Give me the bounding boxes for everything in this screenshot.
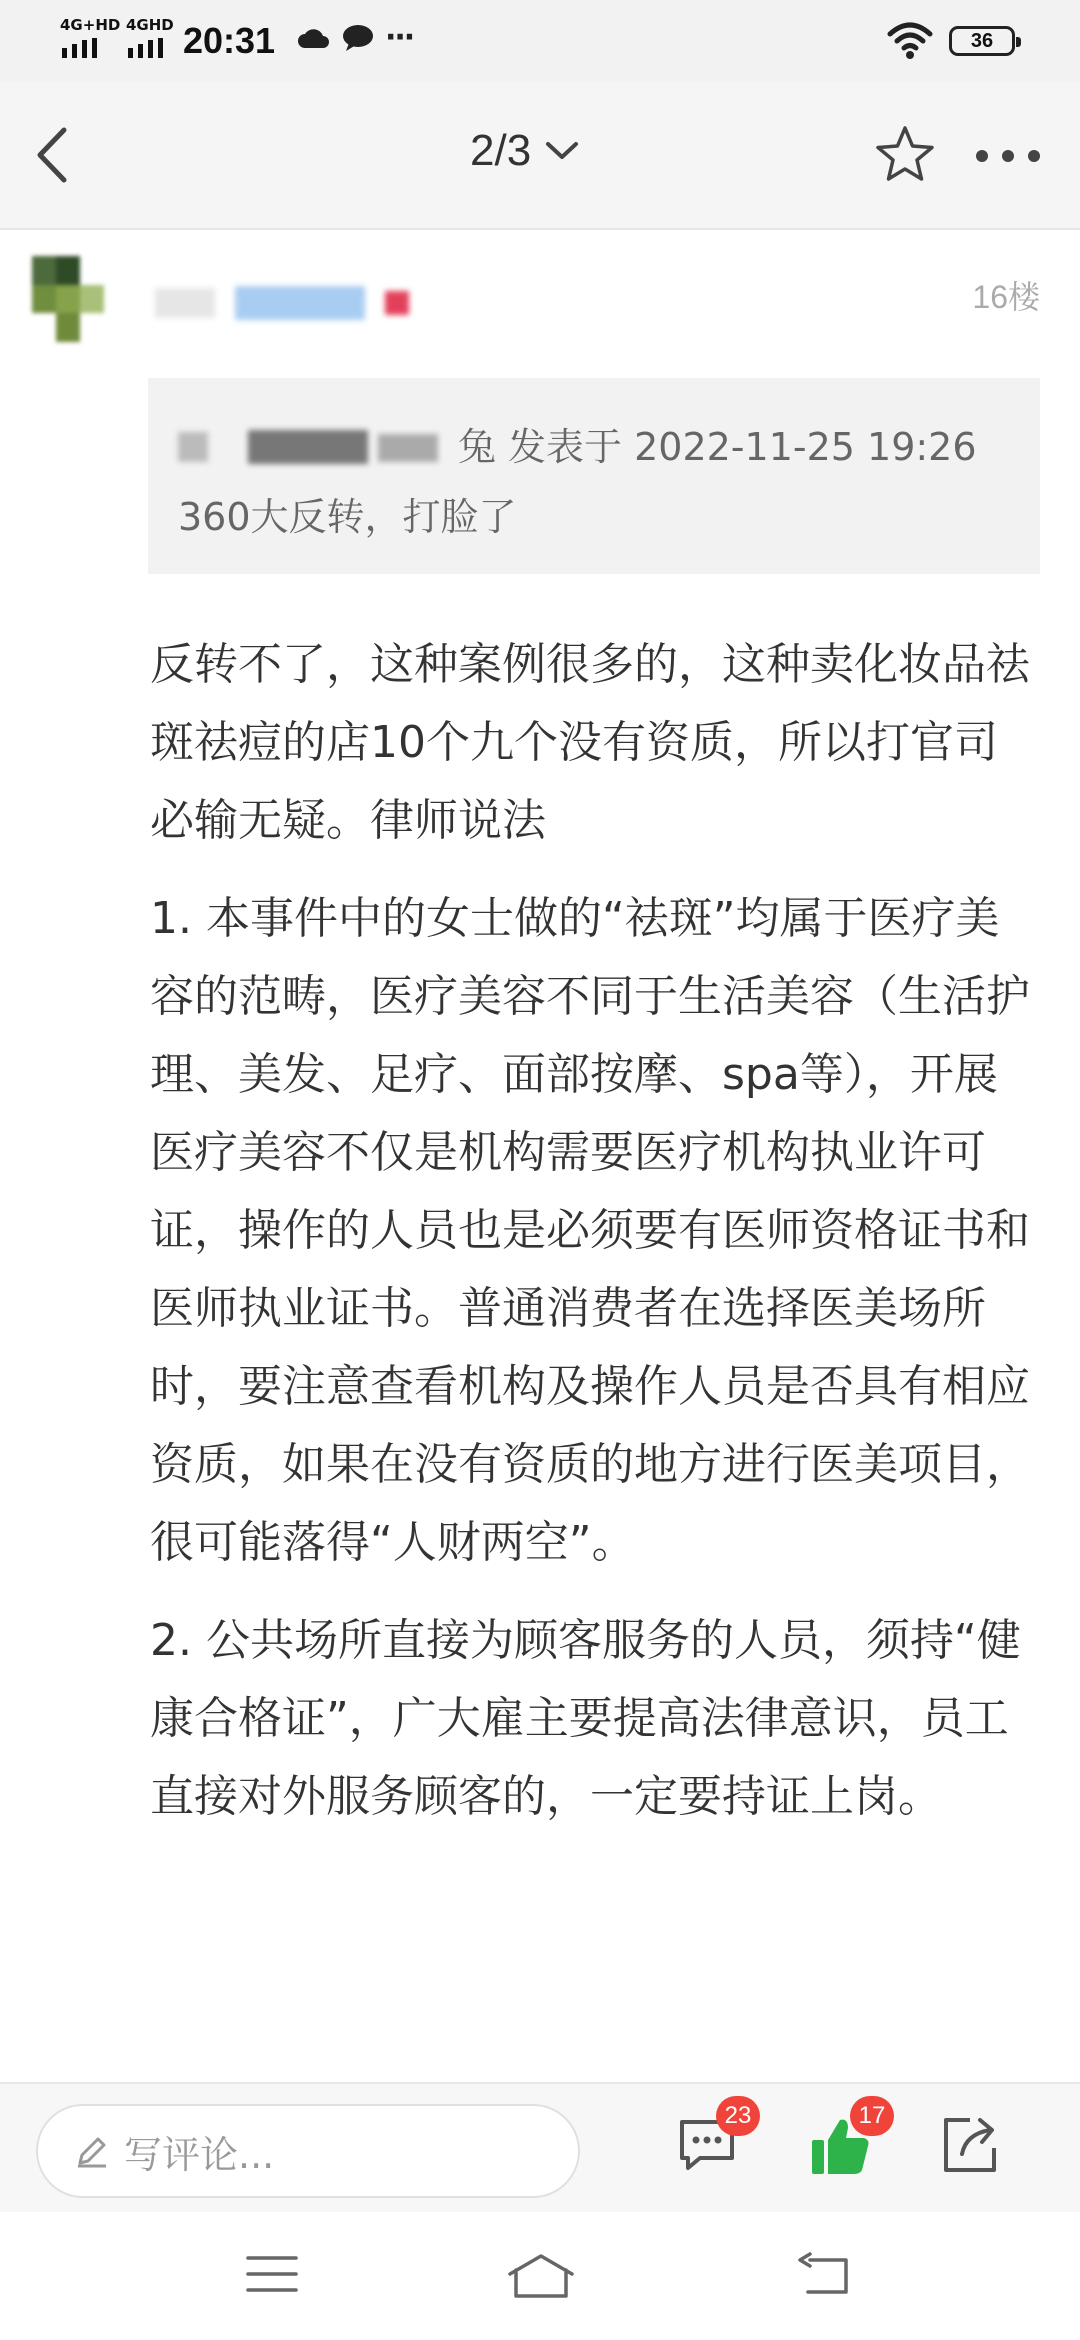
status-time: 20:31 xyxy=(183,20,276,61)
content-paragraph-3: 2. 公共场所直接为顾客服务的人员，须持“健康合格证”，广大雇主要提高法律意识，员工直接对外服务顾客的，一定要持证上岗。 xyxy=(150,1615,1021,1822)
like-count-badge: 17 xyxy=(850,2096,894,2136)
more-options-icon[interactable] xyxy=(976,150,1040,162)
back-icon[interactable] xyxy=(796,2252,852,2298)
comment-input[interactable] xyxy=(36,2104,580,2198)
wifi-icon xyxy=(886,20,934,60)
bottom-action-bar xyxy=(0,2082,1080,2214)
menu-icon[interactable] xyxy=(244,2252,300,2296)
quote-author: 兔 xyxy=(458,425,497,469)
system-nav-bar xyxy=(0,2212,1080,2340)
floor-number: 16楼 xyxy=(972,279,1040,315)
favorite-star-icon[interactable] xyxy=(874,124,936,184)
signal-bars-1-icon xyxy=(62,38,97,58)
comment-placeholder: 写评论... xyxy=(124,2132,275,2177)
content-paragraph-2: 1. 本事件中的女士做的“祛斑”均属于医疗美容的范畴，医疗美容不同于生活美容（生活护理、美发、足疗、面部按摩、spa等），开展医疗美容不仅是机构需要医疗机构执业许可证，操作的人员也是必须要有医师资格证书和医师执业证书。普通消费者在选择医美场所时，要注意查看机构及操作人员是否具有相应资质，如果在没有资质的地方进行医美项目，很可能落得“人财两空”。 xyxy=(150,893,1030,1568)
page-indicator: 2/3 xyxy=(470,126,532,175)
quote-timestamp: 发表于 2022-11-25 19:26 xyxy=(508,425,977,469)
comments-button[interactable] xyxy=(676,2102,752,2180)
home-icon[interactable] xyxy=(506,2252,576,2300)
signal-label-1: 4G+HD xyxy=(60,16,121,34)
notification-icons xyxy=(297,20,413,55)
like-button[interactable] xyxy=(808,2102,886,2182)
quote-author-redacted xyxy=(178,428,448,466)
battery-icon xyxy=(949,26,1015,56)
post-content xyxy=(150,626,1030,1856)
status-bar xyxy=(0,0,1080,82)
cloud-icon xyxy=(297,24,331,52)
username-redacted[interactable] xyxy=(155,285,455,321)
quote-text: 360大反转，打脸了 xyxy=(178,495,517,539)
pencil-icon xyxy=(74,2133,110,2169)
top-nav-bar xyxy=(0,82,1080,230)
chat-bubble-icon xyxy=(341,23,375,53)
signal-label-2: 4GHD xyxy=(126,16,174,34)
back-arrow-icon[interactable] xyxy=(28,122,78,188)
share-button[interactable] xyxy=(940,2114,1000,2180)
page-indicator-dropdown[interactable] xyxy=(470,126,579,176)
chevron-down-icon xyxy=(545,141,579,161)
quoted-reply[interactable] xyxy=(148,378,1040,574)
quote-meta xyxy=(178,412,1010,482)
comment-count-badge: 23 xyxy=(716,2096,760,2136)
share-icon xyxy=(940,2114,1000,2176)
content-paragraph-1: 反转不了，这种案例很多的，这种卖化妆品祛斑祛痘的店10个九个没有资质，所以打官司必输无疑。律师说法 xyxy=(150,639,1030,846)
battery-level: 36 xyxy=(970,29,994,52)
more-notifications-icon: ··· xyxy=(385,20,414,55)
signal-bars-2-icon xyxy=(128,38,163,58)
avatar[interactable] xyxy=(32,256,128,342)
